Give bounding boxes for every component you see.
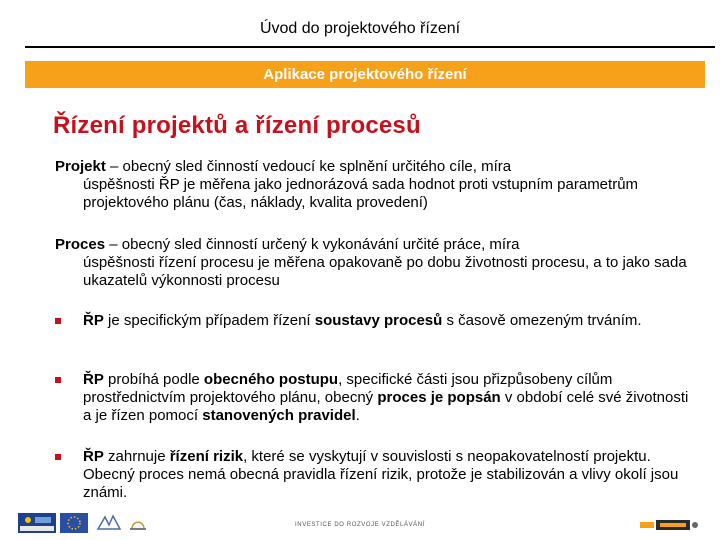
definition-proces — [55, 236, 695, 290]
header-title: Úvod do projektového řízení — [259, 20, 461, 37]
definition-proces-start: – obecný sled činností určený k vykonávání určité práce, míra — [105, 236, 520, 253]
bullet-text — [55, 448, 695, 502]
bullet-text-part: je specifickým případem řízení — [103, 312, 315, 329]
definition-proces-rest: úspěšnosti řízení procesu je měřena opakovaně po dobu životnosti procesu, a to jako sada ukazatelů výkonnosti procesu — [83, 254, 687, 289]
bullet-text — [55, 312, 695, 330]
definition-projekt-line1 — [55, 158, 695, 176]
bullet-bold-part: řízení rizik — [169, 448, 244, 465]
term-proces: Proces — [55, 236, 106, 253]
bullet-text-part: probíhá podle — [103, 371, 204, 388]
bullet-text-part: zahrnuje — [103, 448, 170, 465]
bullet-text-part: , které se vyskytují v souvislosti s neopakovatelností projektu. Obecný proces nemá obecná pravidla řízení rizik, protože je stabilizován a vlivy okolí jsou známi. — [83, 448, 679, 501]
bullet-bold-rp: ŘP — [83, 448, 104, 465]
bullet-bold-rp: ŘP — [83, 371, 104, 388]
slide-title: Řízení projektů a řízení procesů — [53, 112, 421, 139]
bullet-square-icon — [55, 377, 61, 383]
bullet-item — [55, 371, 695, 425]
bullet-bold-part: stanovených pravidel — [202, 407, 356, 424]
partner-logo — [640, 518, 700, 532]
bullet-text-part: , specifické části jsou přizpůsobeny cílům prostřednictvím projektového plánu, obecný — [83, 371, 613, 406]
section-banner: Aplikace projektového řízení — [25, 61, 705, 88]
bullet-bold-part: obecného postupu — [203, 371, 339, 388]
bullet-item — [55, 312, 695, 330]
bullet-bold-rp: ŘP — [83, 312, 104, 329]
bullet-text-part: s časově omezeným trváním. — [442, 312, 642, 329]
term-projekt: Projekt — [55, 158, 106, 175]
bullet-square-icon — [55, 318, 61, 324]
bullet-bold-part: proces je popsán — [377, 389, 501, 406]
footer-text: INVESTICE DO ROZVOJE VZDĚLÁVÁNÍ — [295, 522, 425, 528]
bullet-text-part: v období celé své životnosti a je řízen pomocí — [83, 389, 689, 424]
definition-projekt — [55, 158, 695, 212]
definition-projekt-start: – obecný sled činností vedoucí ke splnění určitého cíle, míra — [105, 158, 512, 175]
bullet-bold-part: soustavy procesů — [314, 312, 443, 329]
header-divider — [25, 46, 715, 48]
bullet-item — [55, 448, 695, 502]
definition-proces-line1 — [55, 236, 695, 254]
definition-projekt-rest: úspěšnosti ŘP je měřena jako jednorázová sada hodnot proti vstupním parametrům projektového plánu (čas, náklady, kvalita provedení) — [83, 176, 639, 211]
bullet-text — [55, 371, 695, 425]
bullet-text-part: . — [355, 407, 360, 424]
bullet-square-icon — [55, 454, 61, 460]
